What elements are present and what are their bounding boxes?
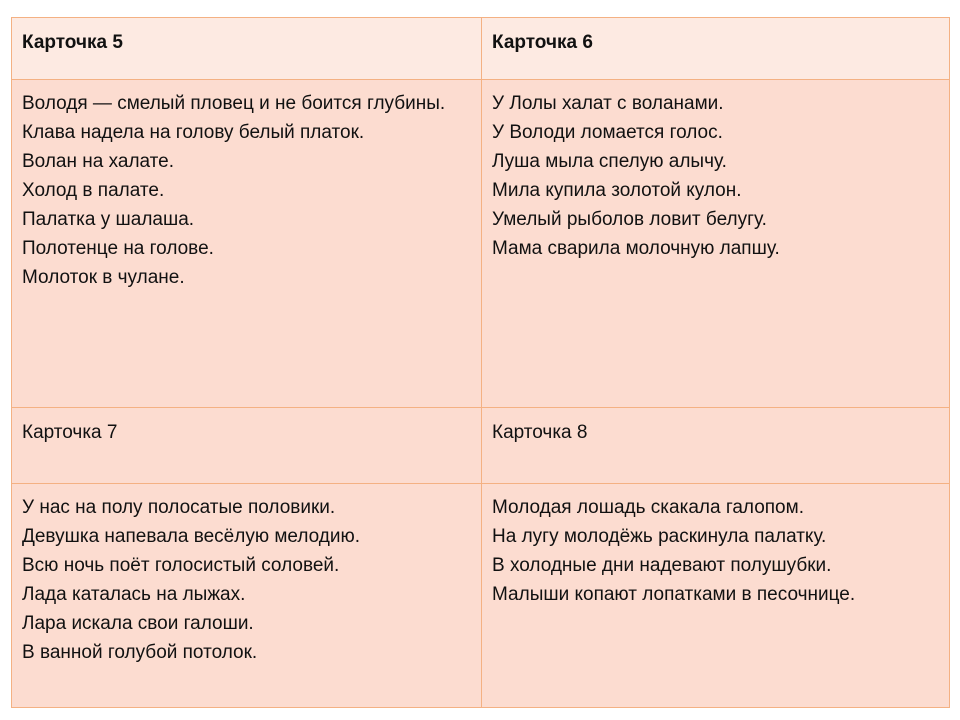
card-6-title: Карточка 6	[492, 32, 593, 53]
card-8-body-cell	[482, 484, 950, 708]
card-7-body-cell	[12, 484, 482, 708]
card-5-line: Волан на халате.	[22, 151, 175, 172]
card-7-title: Карточка 7	[22, 422, 118, 443]
card-7-line: Всю ночь поёт голосистый соловей.	[22, 555, 340, 576]
card-6-body-cell	[482, 80, 950, 408]
card-6-line: Мама сварила молочную лапшу.	[492, 238, 780, 259]
card-8-line: В холодные дни надевают полушубки.	[492, 555, 832, 576]
card-5-line: Полотенце на голове.	[22, 238, 214, 259]
card-7-line: В ванной голубой потолок.	[22, 642, 258, 663]
card-5-line: Клава надела на голову белый платок.	[22, 122, 365, 143]
card-5-header-cell	[12, 18, 482, 80]
body-row-1	[12, 80, 950, 408]
card-8-header-cell	[482, 408, 950, 484]
card-8-line: Молодая лошадь скакала галопом.	[492, 497, 804, 518]
header-row-2	[12, 408, 950, 484]
card-7-line: У нас на полу полосатые половики.	[22, 497, 336, 518]
card-5-lines	[22, 89, 471, 292]
card-6-lines	[492, 89, 939, 263]
card-5-body-cell	[12, 80, 482, 408]
card-7-header-cell	[12, 408, 482, 484]
card-6-line: Луша мыла спелую алычу.	[492, 151, 727, 172]
card-6-header-cell	[482, 18, 950, 80]
card-8-line: На лугу молодёжь раскинула палатку.	[492, 526, 827, 547]
card-5-title: Карточка 5	[22, 32, 123, 53]
card-8-line: Малыши копают лопатками в песочнице.	[492, 584, 856, 605]
card-5-line: Молоток в чулане.	[22, 267, 185, 288]
card-8-lines	[492, 493, 939, 609]
card-8-title: Карточка 8	[492, 422, 588, 443]
card-5-line: Холод в палате.	[22, 180, 165, 201]
card-6-line: У Володи ломается голос.	[492, 122, 723, 143]
card-7-line: Девушка напевала весёлую мелодию.	[22, 526, 361, 547]
card-6-line: Умелый рыболов ловит белугу.	[492, 209, 767, 230]
body-row-2	[12, 484, 950, 708]
card-7-line: Лара искала свои галоши.	[22, 613, 254, 634]
header-row-1	[12, 18, 950, 80]
card-6-line: У Лолы халат с воланами.	[492, 93, 724, 114]
card-6-line: Мила купила золотой кулон.	[492, 180, 742, 201]
card-7-lines	[22, 493, 471, 667]
card-7-line: Лада каталась на лыжах.	[22, 584, 246, 605]
card-5-line: Володя — смелый пловец и не боится глубины.	[22, 93, 446, 114]
cards-table	[11, 17, 950, 708]
card-5-line: Палатка у шалаша.	[22, 209, 195, 230]
